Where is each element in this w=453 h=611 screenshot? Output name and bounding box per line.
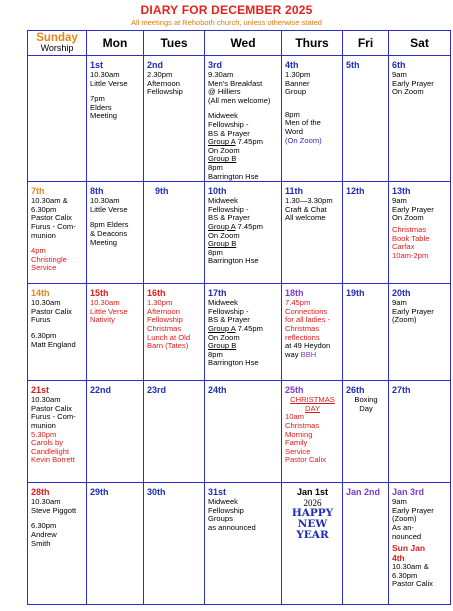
- event-text: Meeting: [90, 111, 118, 121]
- event-text: 10.30am &: [31, 196, 68, 206]
- week-row-1: [28, 56, 451, 182]
- event-text: Christmas: [285, 420, 320, 430]
- day-cell-sat-jan3: [389, 483, 451, 605]
- day-cell-fri-5: [343, 56, 389, 182]
- date-label: 30th: [147, 487, 166, 498]
- date-label: Jan 1st: [296, 487, 329, 498]
- date-label: 15th: [90, 288, 109, 299]
- event-text: DAY: [304, 403, 321, 413]
- event-text: & Deacons: [90, 228, 128, 238]
- event-text: 9am: [392, 497, 407, 507]
- event-text: Pastor Calix: [31, 213, 72, 223]
- event-text: 7.45pm: [235, 221, 263, 231]
- event-text: Fellowship: [147, 87, 183, 97]
- event-text: Early Prayer: [392, 204, 434, 214]
- event-text: Afternoon: [147, 306, 180, 316]
- week-row-5: [28, 483, 451, 605]
- day-cell-tue-2: [144, 56, 205, 182]
- date-label: 7th: [31, 186, 45, 197]
- day-cell-mon-15: [87, 284, 144, 381]
- day-cell-mon-22: [87, 381, 144, 483]
- event-text: Midweek: [208, 111, 238, 121]
- event-text: Meeting: [90, 237, 118, 247]
- event-text: Group B: [208, 154, 237, 164]
- event-text: Pastor Calix: [31, 403, 72, 413]
- event-text: 9am: [392, 196, 407, 206]
- event-text: Craft & Chat: [285, 204, 327, 214]
- event-text: Fellowship: [208, 505, 244, 515]
- header-sunday-label: Sunday: [36, 32, 78, 44]
- event-text: 9.30am: [208, 70, 234, 79]
- event-text: Nativity: [90, 315, 115, 325]
- event-text: Barrington Hse: [208, 256, 259, 266]
- event-text: Christmas: [147, 323, 182, 333]
- event-text: On Zoom: [208, 230, 240, 240]
- day-cell-fri-26: [343, 381, 389, 483]
- event-text: @ Hilliers: [208, 87, 241, 97]
- event-text: at 49 Heydon: [285, 341, 331, 351]
- event-text: 10am-2pm: [392, 250, 429, 260]
- day-cell-sun-14: [28, 284, 87, 381]
- event-text: 1.30—3.30pm: [285, 196, 333, 206]
- date-label: 18th: [285, 288, 304, 299]
- week-row-3: [28, 284, 451, 381]
- event-text: BS & Prayer: [208, 315, 250, 325]
- day-cell-sat-27: [389, 381, 451, 483]
- date-label: 29th: [90, 487, 109, 498]
- greeting-text: HAPPY: [291, 507, 334, 520]
- event-text: Barrington Hse: [208, 171, 259, 181]
- event-text: Book Table: [392, 233, 430, 243]
- event-text: Matt England: [31, 339, 76, 349]
- date-label: 8th: [90, 186, 104, 197]
- event-text: Little Verse: [90, 204, 128, 214]
- event-text: Furus - Com-: [31, 221, 76, 231]
- event-text: 6.30pm: [31, 330, 57, 340]
- event-text: Barrington Hse: [208, 358, 259, 368]
- event-text: 8pm: [208, 247, 223, 257]
- date-label: 17th: [208, 288, 227, 299]
- day-cell-wed-3: [205, 56, 282, 182]
- event-text: Group B: [208, 239, 237, 249]
- event-text: 10.30am: [31, 298, 61, 308]
- event-text: Midweek: [208, 298, 238, 308]
- event-text: 10.30am: [90, 196, 120, 206]
- event-text: Lunch at Old: [147, 332, 191, 342]
- event-text: munion: [31, 230, 56, 240]
- event-text: Men of the: [285, 118, 321, 128]
- header-saturday: Sat: [389, 31, 451, 56]
- event-text: Connections: [285, 306, 328, 316]
- event-text: 8pm: [208, 349, 223, 359]
- date-label: Jan 2nd: [346, 487, 381, 498]
- event-text: 4pm: [31, 246, 46, 256]
- event-text: (Zoom): [392, 514, 417, 524]
- event-text: 1.30pm: [285, 70, 311, 79]
- event-text: Pastor Calix: [392, 579, 433, 589]
- event-text: Fellowship -: [208, 119, 249, 129]
- event-text: Group B: [208, 341, 237, 351]
- event-text: 10am: [285, 412, 304, 422]
- event-text: Afternoon: [147, 78, 180, 88]
- day-cell-wed-17: [205, 284, 282, 381]
- event-text: 2.30pm: [147, 70, 173, 79]
- date-label: 25th: [285, 385, 304, 396]
- greeting-text: NEW: [297, 518, 328, 531]
- day-cell-sun-21: [28, 381, 87, 483]
- header-monday: Mon: [87, 31, 144, 56]
- event-text: 10.30am: [31, 497, 61, 507]
- event-text: 10.30am &: [392, 562, 429, 572]
- event-text: Group A: [208, 137, 236, 147]
- date-label: 11th: [285, 186, 304, 197]
- event-text: 6.30pm: [31, 204, 57, 214]
- event-text: nounced: [392, 531, 422, 541]
- event-text: Pastor Calix: [285, 455, 326, 465]
- event-text: CHRISTMAS: [290, 395, 335, 405]
- event-text: Midweek: [208, 497, 238, 507]
- event-text: Sun Jan: [392, 543, 426, 554]
- event-text: 10.30am: [31, 395, 61, 405]
- week-row-4: [28, 381, 451, 483]
- day-cell-fri-19: [343, 284, 389, 381]
- day-cell-tue-23: [144, 381, 205, 483]
- event-text: 5.30pm: [31, 429, 57, 439]
- header-row: [28, 31, 451, 56]
- date-label: 3rd: [208, 60, 223, 70]
- event-text: Group A: [208, 221, 236, 231]
- event-text: Christmas: [285, 323, 320, 333]
- event-text: (On Zoom): [285, 135, 322, 145]
- day-cell-sun-7: [28, 182, 87, 284]
- event-text: 4th: [392, 553, 405, 564]
- day-cell-thu-4: [282, 56, 343, 182]
- date-label: 24th: [208, 385, 227, 396]
- page-subtitle: All meetings at Rehoboth church, unless otherwise stated: [131, 18, 322, 27]
- event-text: Little Verse: [90, 306, 128, 316]
- event-text: Family: [285, 438, 308, 448]
- header-wednesday: Wed: [205, 31, 282, 56]
- event-text: Elders: [90, 102, 112, 112]
- event-text: Kevin Borrett: [31, 455, 75, 465]
- day-cell-thu-25: [282, 381, 343, 483]
- event-text: All welcome: [285, 213, 326, 223]
- day-cell-wed-24: [205, 381, 282, 483]
- day-cell-fri-12: [343, 182, 389, 284]
- date-label: Jan 3rd: [392, 487, 425, 498]
- event-text: 2026: [303, 498, 322, 509]
- event-text: 7.45pm: [235, 323, 263, 333]
- day-cell-wed-31: [205, 483, 282, 605]
- event-text: Group A: [208, 323, 236, 333]
- date-label: 22nd: [90, 385, 112, 396]
- day-cell-sat-13: [389, 182, 451, 284]
- day-cell-tue-9: [144, 182, 205, 284]
- event-text: Group: [285, 87, 307, 97]
- date-label: 31st: [208, 487, 227, 498]
- event-text: On Zoom: [392, 87, 424, 97]
- event-text: Furus: [31, 315, 51, 325]
- header-thursday: Thurs: [282, 31, 343, 56]
- header-sunday-sub: Worship: [40, 43, 74, 53]
- event-text: 7pm: [90, 94, 105, 104]
- event-text: Fellowship: [147, 315, 183, 325]
- event-text: Men's Breakfast: [208, 78, 263, 88]
- date-label: 5th: [346, 60, 360, 70]
- event-text: On Zoom: [392, 213, 424, 223]
- day-cell-sat-6: [389, 56, 451, 182]
- event-text: Steve Piggott: [31, 505, 77, 515]
- date-label: 27th: [392, 385, 411, 396]
- event-text: 8pm: [285, 109, 300, 119]
- day-cell-sun-28: [28, 483, 87, 605]
- date-label: 20th: [392, 288, 411, 299]
- date-label: 26th: [346, 385, 365, 396]
- header-friday: Fri: [343, 31, 389, 56]
- header-tuesday: Tues: [144, 31, 205, 56]
- day-cell-wed-10: [205, 182, 282, 284]
- event-text: Fellowship -: [208, 204, 249, 214]
- event-text: 8pm: [208, 162, 223, 172]
- event-text: Midweek: [208, 196, 238, 206]
- date-label: 6th: [392, 60, 406, 70]
- day-cell-fri-jan2: [343, 483, 389, 605]
- event-text: (All men welcome): [208, 95, 271, 105]
- page-title: DIARY FOR DECEMBER 2025: [140, 3, 313, 17]
- event-text: Carfax: [392, 242, 415, 252]
- date-label: 4th: [285, 60, 299, 70]
- event-text: BS & Prayer: [208, 213, 250, 223]
- header-sunday: [28, 31, 87, 56]
- event-text: 8pm Elders: [90, 220, 129, 230]
- event-text: 7.45pm: [235, 137, 263, 147]
- event-text: Early Prayer: [392, 505, 434, 515]
- date-label: 28th: [31, 487, 50, 498]
- event-text: 6.30pm: [31, 521, 57, 531]
- event-text: Service: [285, 446, 311, 456]
- event-text: 10.30am: [90, 298, 120, 308]
- event-text: 9am: [392, 70, 407, 79]
- day-cell-tue-30: [144, 483, 205, 605]
- date-label: 1st: [90, 60, 104, 70]
- day-cell-thu-18: [282, 284, 343, 381]
- event-text: Christmas: [392, 224, 427, 234]
- day-cell-mon-8: [87, 182, 144, 284]
- day-cell-thu-jan1: [282, 483, 343, 605]
- event-text: 6.30pm: [392, 570, 418, 580]
- event-text: Barn (Tates): [147, 341, 189, 351]
- day-cell-thu-11: [282, 182, 343, 284]
- date-label: 10th: [208, 186, 227, 197]
- event-text: Early Prayer: [392, 78, 434, 88]
- calendar-table: [27, 30, 451, 605]
- event-text: reflections: [285, 332, 320, 342]
- date-label: 13th: [392, 186, 411, 197]
- event-text: 1.30pm: [147, 298, 173, 308]
- event-text: Fellowship -: [208, 306, 249, 316]
- event-text: Day: [359, 403, 373, 413]
- event-text: Pastor Calix: [31, 306, 72, 316]
- event-text: Word: [285, 126, 304, 136]
- event-text: munion: [31, 420, 56, 430]
- event-text: Furus - Com-: [31, 412, 76, 422]
- event-text: as announced: [208, 522, 256, 532]
- event-text: Groups: [208, 514, 233, 524]
- date-label: 14th: [31, 288, 50, 299]
- event-text: Boxing: [354, 395, 378, 405]
- date-label: 2nd: [147, 60, 164, 70]
- event-text: BS & Prayer: [208, 128, 250, 138]
- event-text: On Zoom: [208, 332, 240, 342]
- event-text: Early Prayer: [392, 306, 434, 316]
- date-label: 21st: [31, 385, 50, 396]
- day-cell-empty: [28, 56, 87, 182]
- event-text: Smith: [31, 538, 51, 548]
- event-text: As an-: [392, 522, 414, 532]
- event-text: Carols by: [31, 438, 64, 448]
- event-text: Morning: [285, 429, 313, 439]
- event-text: 7.45pm: [285, 298, 311, 308]
- day-cell-sat-20: [389, 284, 451, 381]
- date-label: 16th: [147, 288, 166, 299]
- event-text: (Zoom): [392, 315, 417, 325]
- date-label: 12th: [346, 186, 365, 197]
- event-text: for all ladies -: [285, 315, 331, 325]
- event-text: Candlelight: [31, 446, 69, 456]
- date-label: 19th: [346, 288, 365, 299]
- event-text: On Zoom: [208, 145, 240, 155]
- date-label: 9th: [155, 186, 169, 197]
- event-text: 9am: [392, 298, 407, 308]
- event-text: way: [285, 349, 299, 359]
- event-text: Service: [31, 263, 57, 273]
- event-text: Christingle: [31, 254, 67, 264]
- event-text: Banner: [285, 78, 310, 88]
- event-text: Little Verse: [90, 78, 128, 88]
- week-row-2: [28, 182, 451, 284]
- event-text: BBH: [298, 349, 317, 359]
- event-text: Andrew: [31, 529, 57, 539]
- day-cell-tue-16: [144, 284, 205, 381]
- day-cell-mon-1: [87, 56, 144, 182]
- day-cell-mon-29: [87, 483, 144, 605]
- greeting-text: YEAR: [296, 529, 329, 542]
- event-text: 10.30am: [90, 70, 120, 79]
- date-label: 23rd: [147, 385, 167, 396]
